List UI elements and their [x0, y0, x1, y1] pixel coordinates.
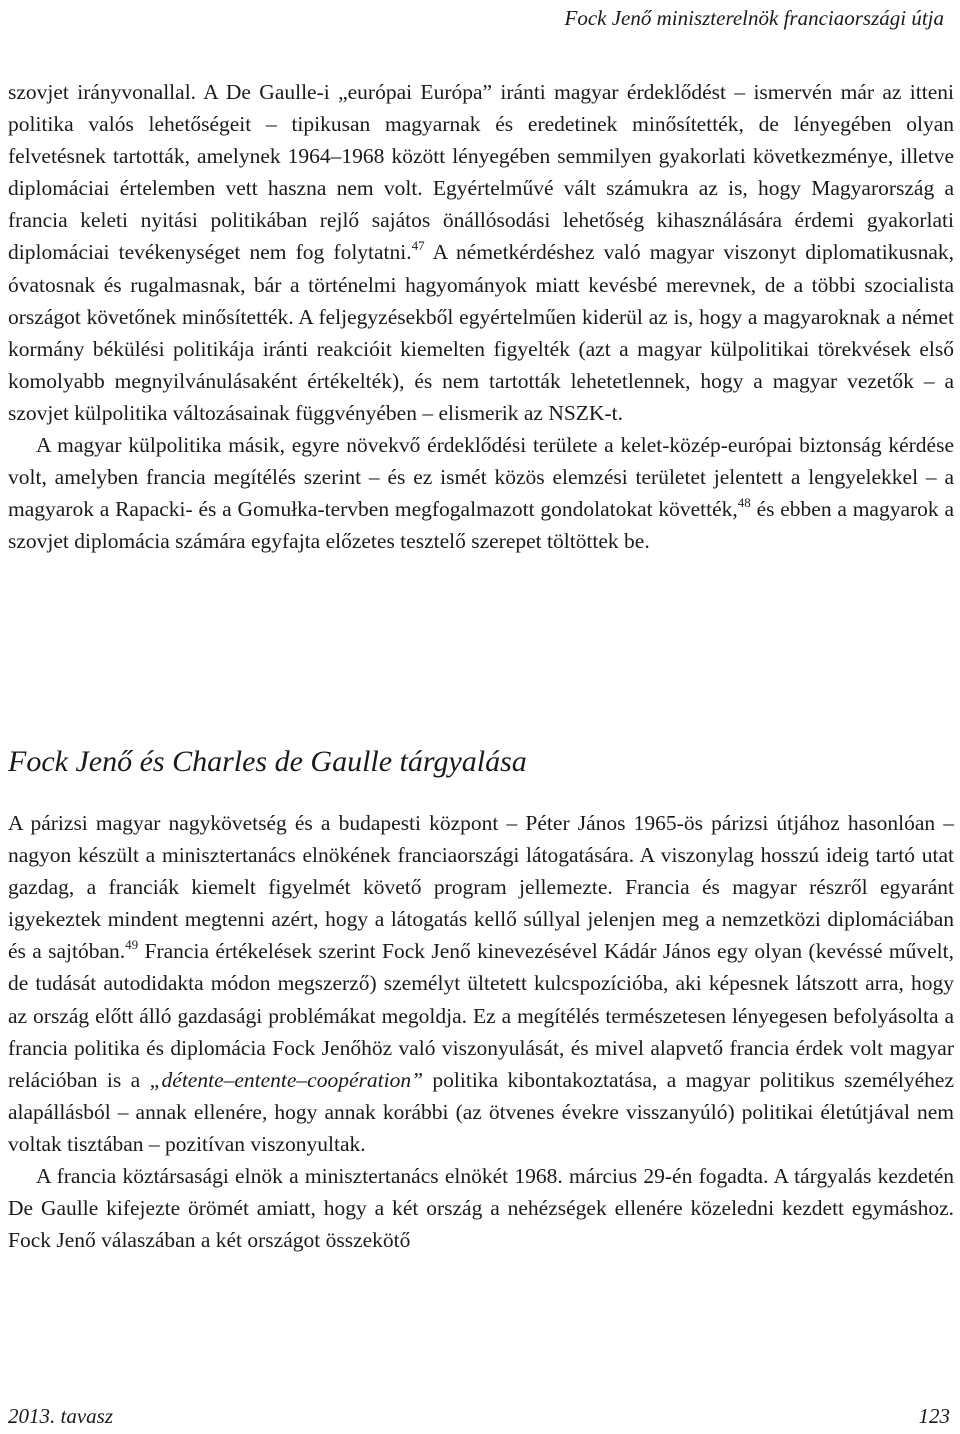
paragraph-text: A párizsi magyar nagykövetség és a budapesti központ – Péter János 1965-ös párizsi útjához hasonlóan – nagyon készült a minisztertanács elnökének franciaországi látogatására. A viszonylag hosszú ideig tartó utat gazdag, a franciák kiemelt figyelmét követő program jellemezte. Francia és magyar részről egyaránt igyekeztek mindent megtenni azért, hogy a látogatás kellő súllyal jelenjen meg a nemzetközi diplomáciában és a sajtóban. [8, 811, 954, 964]
page-number: 123 [918, 1404, 950, 1428]
footnote-ref-49[interactable]: 49 [125, 937, 139, 953]
paragraph-text: Francia értékelések szerint Fock Jenő kinevezésével Kádár János egy olyan (kevéssé művelt, de tudását autodidakta módon megszerző) személyt ültetett kulcspozícióba, aki képesnek látszott arra, hogy az ország előtt álló gazdasági problémákat megoldja. Ez a megítélés természetesen lényegesen befolyásolta a francia politika és diplomácia Fock Jenőhöz való viszonyulását, és mivel alapvető francia érdek volt magyar relációban is a [8, 939, 954, 1092]
paragraph [8, 807, 954, 1160]
footnote-ref-47[interactable]: 47 [411, 238, 425, 254]
running-title: Fock Jenő miniszterelnök franciaországi útja [564, 6, 944, 30]
paragraph-text: és ebben a magyarok a szovjet diplomácia számára egyfajta előzetes tesztelő szerepet töltöttek be. [8, 497, 954, 554]
paragraph-text: szovjet irányvonallal. A De Gaulle-i „európai Európa” iránti magyar érdeklődést – ismervén már az itteni politika valós lehetőségeit – tipikusan magyarnak és eredetinek minősítették, de lényegében olyan felvetésnek tartották, amelynek 1964–1968 között lényegében semmilyen gyakorlati következménye, illetve diplomáciai értelemben vett haszna nem volt. Egyértelművé vált számukra az is, hogy Magyarország a francia keleti nyitási politikában rejlő sajátos önállósodási lehetőség kihasználására érdemi gyakorlati diplomáciai tevékenységet nem fog folytatni. [8, 80, 954, 265]
body-text-section-1 [8, 76, 954, 557]
paragraph-text: A magyar külpolitika másik, egyre növekvő érdeklődési területe a kelet-közép-európai biztonság kérdése volt, amelyben francia megítélés szerint – és ez ismét közös elemzési területet jelentett a lengyelekkel – a magyarok a Rapacki- és a Gomułka-tervben megfogalmazott gondolatokat követték, [8, 433, 954, 522]
paragraph [8, 76, 954, 429]
paragraph-text: A németkérdéshez való magyar viszonyt diplomatikusnak, óvatosnak és rugalmasnak, bár a történelmi hagyományok miatt kevésbé merevnek, de a többi szocialista országot követőnek minősítették. A feljegyzésekből egyértelműen kiderül az is, hogy a magyaroknak a német kormány békülési politikája iránti reakcióit kiemelten figyelték (azt a magyar külpolitikai törekvések első komolyabb megnyilvánulásaként értékelték), és nem tartották lehetetlennek, hogy a magyar vezetők – a szovjet külpolitika változásainak függvényében – elismerik az NSZK-t. [8, 240, 955, 425]
section-heading: Fock Jenő és Charles de Gaulle tárgyalása [8, 745, 527, 778]
footnote-ref-48[interactable]: 48 [737, 495, 751, 511]
paragraph [8, 429, 954, 557]
paragraph-text: politika kibontakoztatása, a magyar politikus személyéhez alapállásból – annak ellenére, hogy annak korábbi (az ötvenes évekre visszanyúló) politikai életútjával nem voltak tisztában – pozitívan viszonyultak. [8, 1067, 954, 1156]
footer-issue: 2013. tavasz [8, 1404, 113, 1428]
body-text-section-2 [8, 807, 954, 1256]
emphasis-phrase: „détente–entente–coopération” [149, 1067, 424, 1092]
paragraph [8, 1160, 954, 1256]
paragraph-text: A francia köztársasági elnök a minisztertanács elnökét 1968. március 29-én fogadta. A tárgyalás kezdetén De Gaulle kifejezte örömét amiatt, hogy a két ország a nehézségek ellenére közeledni kezdett egymáshoz. Fock Jenő válaszában a két országot összekötő [8, 1164, 954, 1253]
